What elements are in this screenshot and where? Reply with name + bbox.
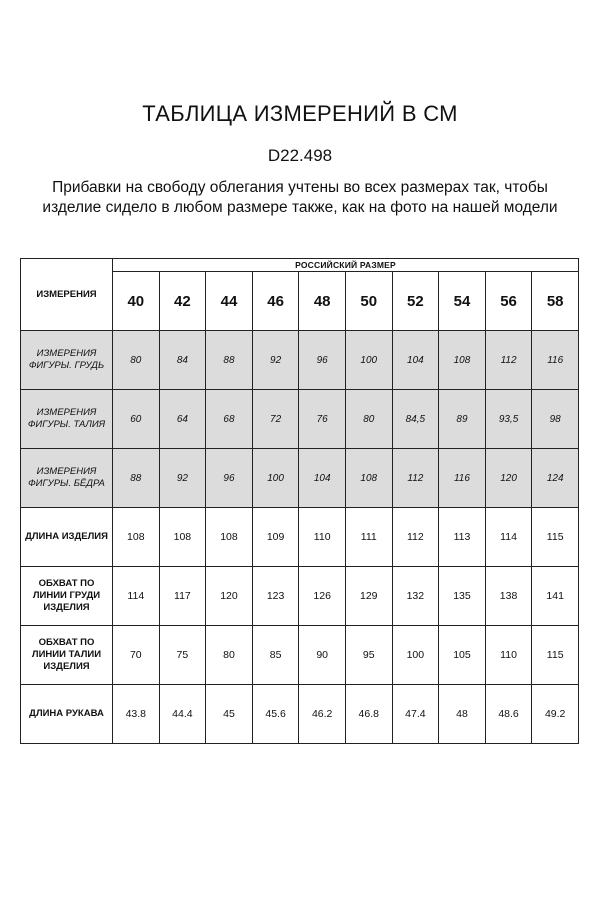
value-cell: 110 [485, 626, 532, 685]
value-cell: 80 [206, 626, 253, 685]
value-cell: 129 [345, 567, 392, 626]
size-header-40: 40 [113, 272, 160, 331]
value-cell: 90 [299, 626, 346, 685]
value-cell: 117 [159, 567, 206, 626]
value-cell: 93,5 [485, 390, 532, 449]
value-cell: 126 [299, 567, 346, 626]
value-cell: 114 [113, 567, 160, 626]
size-header-52: 52 [392, 272, 439, 331]
value-cell: 116 [439, 449, 486, 508]
value-cell: 108 [159, 508, 206, 567]
value-cell: 96 [299, 331, 346, 390]
value-cell: 70 [113, 626, 160, 685]
value-cell: 108 [206, 508, 253, 567]
fit-note-line-1: Прибавки на свободу облегания учтены во всех размерах так, чтобы [52, 179, 548, 196]
value-cell: 88 [206, 331, 253, 390]
row-label-line-2: ФИГУРЫ. ГРУДЬ [28, 360, 105, 371]
value-cell: 138 [485, 567, 532, 626]
row-label-line-1: ДЛИНА РУКАВА [29, 708, 104, 719]
row-label-line-1: ОБХВАТ ПО [38, 637, 95, 648]
value-cell: 124 [532, 449, 579, 508]
value-cell: 110 [299, 508, 346, 567]
value-cell: 49.2 [532, 685, 579, 744]
group-header-row [21, 259, 579, 272]
value-cell: 115 [532, 626, 579, 685]
value-cell: 64 [159, 390, 206, 449]
size-table-wrapper [20, 258, 579, 744]
value-cell: 109 [252, 508, 299, 567]
value-cell: 84,5 [392, 390, 439, 449]
row-label-line-1: ИЗМЕРЕНИЯ [36, 407, 97, 418]
value-cell: 113 [439, 508, 486, 567]
row-label-line-3: ИЗДЕЛИЯ [43, 661, 90, 672]
value-cell: 115 [532, 508, 579, 567]
value-cell: 114 [485, 508, 532, 567]
row-label [21, 331, 113, 390]
value-cell: 45.6 [252, 685, 299, 744]
value-cell: 112 [392, 508, 439, 567]
row-label [21, 449, 113, 508]
row-label [21, 685, 113, 744]
row-label-line-1: ИЗМЕРЕНИЯ [36, 466, 97, 477]
value-cell: 135 [439, 567, 486, 626]
value-cell: 80 [345, 390, 392, 449]
measure-header-cell: ИЗМЕРЕНИЯ [21, 259, 113, 331]
value-cell: 92 [159, 449, 206, 508]
value-cell: 45 [206, 685, 253, 744]
value-cell: 46.8 [345, 685, 392, 744]
row-label-line-1: ИЗМЕРЕНИЯ [36, 348, 97, 359]
size-header-46: 46 [252, 272, 299, 331]
value-cell: 100 [345, 331, 392, 390]
russian-size-header: РОССИЙСКИЙ РАЗМЕР [113, 259, 579, 272]
value-cell: 96 [206, 449, 253, 508]
size-table [20, 258, 579, 744]
size-header-44: 44 [206, 272, 253, 331]
size-header-58: 58 [532, 272, 579, 331]
row-label [21, 626, 113, 685]
value-cell: 104 [392, 331, 439, 390]
value-cell: 112 [485, 331, 532, 390]
value-cell: 68 [206, 390, 253, 449]
value-cell: 75 [159, 626, 206, 685]
size-header-50: 50 [345, 272, 392, 331]
value-cell: 100 [252, 449, 299, 508]
row-label [21, 567, 113, 626]
value-cell: 95 [345, 626, 392, 685]
table-row [21, 567, 579, 626]
value-cell: 98 [532, 390, 579, 449]
value-cell: 111 [345, 508, 392, 567]
row-label-line-2: ФИГУРЫ. ТАЛИЯ [27, 419, 106, 430]
table-row [21, 626, 579, 685]
value-cell: 47.4 [392, 685, 439, 744]
value-cell: 44.4 [159, 685, 206, 744]
row-label-line-1: ОБХВАТ ПО [38, 578, 95, 589]
value-cell: 72 [252, 390, 299, 449]
size-header-54: 54 [439, 272, 486, 331]
product-code: D22.498 [267, 146, 333, 165]
row-label [21, 508, 113, 567]
table-row [21, 390, 579, 449]
value-cell: 100 [392, 626, 439, 685]
value-cell: 132 [392, 567, 439, 626]
size-header-42: 42 [159, 272, 206, 331]
value-cell: 48.6 [485, 685, 532, 744]
fit-note [0, 178, 600, 218]
value-cell: 43.8 [113, 685, 160, 744]
value-cell: 60 [113, 390, 160, 449]
value-cell: 108 [113, 508, 160, 567]
table-row [21, 449, 579, 508]
value-cell: 104 [299, 449, 346, 508]
value-cell: 92 [252, 331, 299, 390]
value-cell: 112 [392, 449, 439, 508]
value-cell: 116 [532, 331, 579, 390]
row-label-line-2: ЛИНИИ ГРУДИ [32, 590, 101, 601]
value-cell: 88 [113, 449, 160, 508]
row-label-line-2: ЛИНИИ ТАЛИИ [31, 649, 102, 660]
value-cell: 48 [439, 685, 486, 744]
page-title: ТАБЛИЦА ИЗМЕРЕНИЙ В СМ [142, 101, 458, 126]
table-row [21, 685, 579, 744]
value-cell: 46.2 [299, 685, 346, 744]
row-label-line-2: ФИГУРЫ. БЁДРА [28, 478, 105, 489]
row-label [21, 390, 113, 449]
value-cell: 141 [532, 567, 579, 626]
value-cell: 108 [345, 449, 392, 508]
value-cell: 123 [252, 567, 299, 626]
value-cell: 108 [439, 331, 486, 390]
table-row [21, 508, 579, 567]
value-cell: 84 [159, 331, 206, 390]
value-cell: 85 [252, 626, 299, 685]
value-cell: 76 [299, 390, 346, 449]
fit-note-line-2: изделие сидело в любом размере также, как на фото на нашей модели [42, 199, 558, 216]
row-label-line-1: ДЛИНА ИЗДЕЛИЯ [25, 531, 108, 542]
value-cell: 120 [485, 449, 532, 508]
table-row [21, 331, 579, 390]
value-cell: 89 [439, 390, 486, 449]
size-header-56: 56 [485, 272, 532, 331]
value-cell: 80 [113, 331, 160, 390]
row-label-line-3: ИЗДЕЛИЯ [43, 602, 90, 613]
value-cell: 105 [439, 626, 486, 685]
size-header-48: 48 [299, 272, 346, 331]
value-cell: 120 [206, 567, 253, 626]
